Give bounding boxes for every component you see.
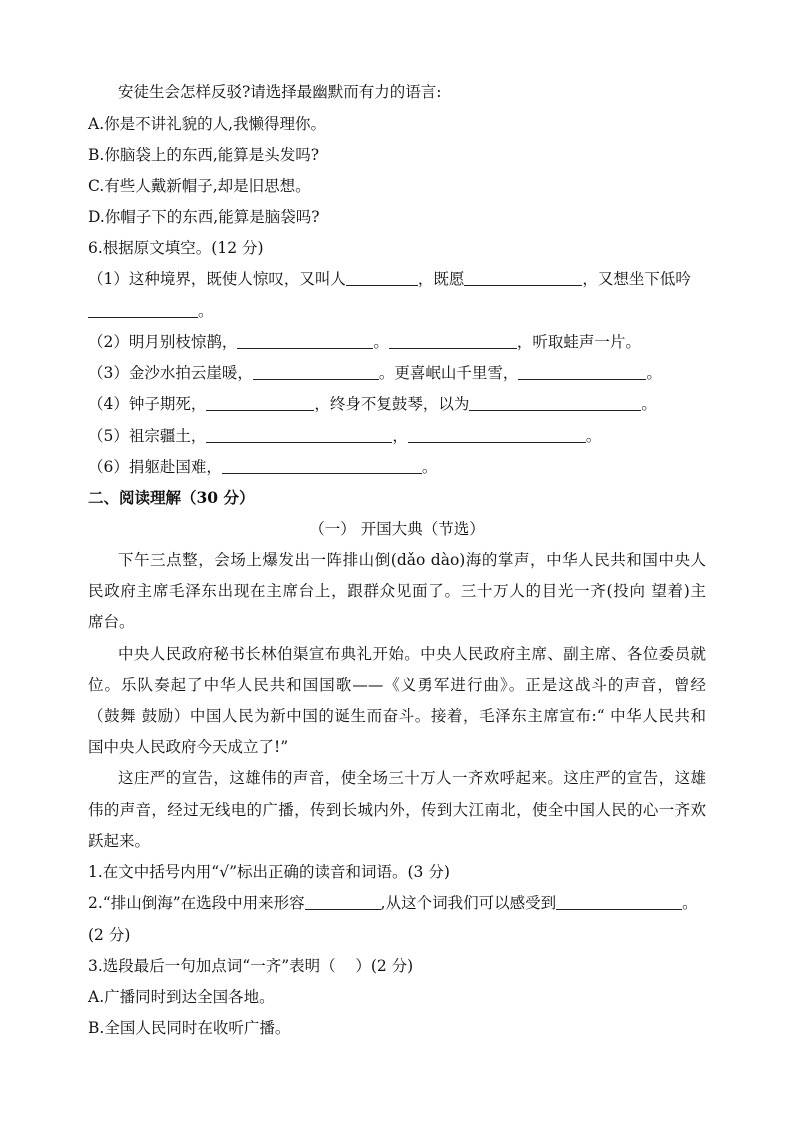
paragraph-1-line-1: 下午三点整，会场上爆发出一阵排山倒(dǎo dào)海的掌声，中华人民共和国中央人 xyxy=(118,551,706,569)
q6-item-1: （1）这种境界，既使人惊叹，又叫人 ，既愿 ，又想坐下低吟 xyxy=(88,270,691,288)
q6-item-6: （6）捐躯赴国难， 。 xyxy=(88,458,438,476)
answer-blank[interactable] xyxy=(222,457,422,474)
answer-blank[interactable] xyxy=(389,332,517,349)
answer-blank[interactable] xyxy=(408,426,586,443)
answer-blank[interactable] xyxy=(518,363,646,380)
answer-blank[interactable] xyxy=(346,269,418,286)
paragraph-3-line-3: 跃起来。 xyxy=(88,832,151,850)
q6-item-4: （4）钟子期死， ，终身不复鼓琴，以为 。 xyxy=(88,395,657,413)
q6-item-5: （5）祖宗疆土， ， 。 xyxy=(88,427,602,445)
q6-item-3: （3）金沙水拍云崖暖， 。更喜岷山千里雪， 。 xyxy=(88,364,662,382)
question-2-score: (2 分) xyxy=(88,926,131,944)
paragraph-1-line-3: 席台。 xyxy=(88,613,135,631)
q5-option-b: B.你脑袋上的东西,能算是头发吗? xyxy=(88,146,320,164)
answer-blank[interactable] xyxy=(305,893,381,910)
q6-item-2: （2）明月别枝惊鹊， 。 ，听取蛙声一片。 xyxy=(88,333,641,351)
answer-blank[interactable] xyxy=(88,301,198,318)
question-3-option-a: A.广播同时到达全国各地。 xyxy=(88,988,275,1006)
paragraph-1-line-2: 民政府主席毛泽东出现在主席台上，跟群众见面了。三十万人的目光一齐(投向 望着)主 xyxy=(88,582,706,600)
question-3-option-b: B.全国人民同时在收听广播。 xyxy=(88,1019,291,1037)
q6-item-1-cont: 。 xyxy=(88,300,706,322)
question-2: 2.“排山倒海”在选段中用来形容 ,从这个词我们可以感受到 。 xyxy=(88,894,698,912)
paragraph-2-line-4: 国中央人民政府今天成立了!” xyxy=(88,738,289,756)
answer-blank[interactable] xyxy=(469,394,641,411)
paragraph-3-line-1: 这庄严的宣告，这雄伟的声音，使全场三十万人一齐欢呼起来。这庄严的宣告，这雄 xyxy=(118,769,706,787)
paragraph-3-line-2: 伟的声音，经过无线电的广播，传到长城内外，传到大江南北，使全中国人民的心一齐欢 xyxy=(88,801,706,819)
paragraph-2-line-2: 位。乐队奏起了中华人民共和国国歌——《义勇军进行曲》。正是这战斗的声音，曾经 xyxy=(88,676,706,694)
paragraph-2-line-1: 中央人民政府秘书长林伯渠宣布典礼开始。中央人民政府主席、副主席、各位委员就 xyxy=(118,645,706,663)
answer-blank[interactable] xyxy=(556,893,682,910)
q5-option-a: A.你是不讲礼貌的人,我懒得理你。 xyxy=(88,115,327,133)
q5-question: 安徒生会怎样反驳?请选择最幽默而有力的语言: xyxy=(118,83,442,101)
answer-blank[interactable] xyxy=(237,332,373,349)
section-heading: 二、阅读理解（30 分） xyxy=(88,488,255,507)
q5-option-d: D.你帽子下的东西,能算是脑袋吗? xyxy=(88,208,320,226)
passage-title: （一） 开国大典（节选） xyxy=(309,520,485,538)
q5-option-c: C.有些人戴新帽子,却是旧思想。 xyxy=(88,177,311,195)
answer-blank[interactable] xyxy=(206,426,392,443)
question-1: 1.在文中括号内用“√”标出正确的读音和词语。(3 分) xyxy=(88,863,450,881)
answer-blank[interactable] xyxy=(253,363,379,380)
paragraph-2-line-3: （鼓舞 鼓励）中国人民为新中国的诞生而奋斗。接着，毛泽东主席宣布:“ 中华人民共和 xyxy=(88,707,706,725)
q6-title: 6.根据原文填空。(12 分) xyxy=(88,239,264,257)
answer-blank[interactable] xyxy=(206,394,314,411)
answer-blank[interactable] xyxy=(464,269,582,286)
question-3: 3.选段最后一句加点词“一齐”表明（ ）(2 分) xyxy=(88,957,414,975)
